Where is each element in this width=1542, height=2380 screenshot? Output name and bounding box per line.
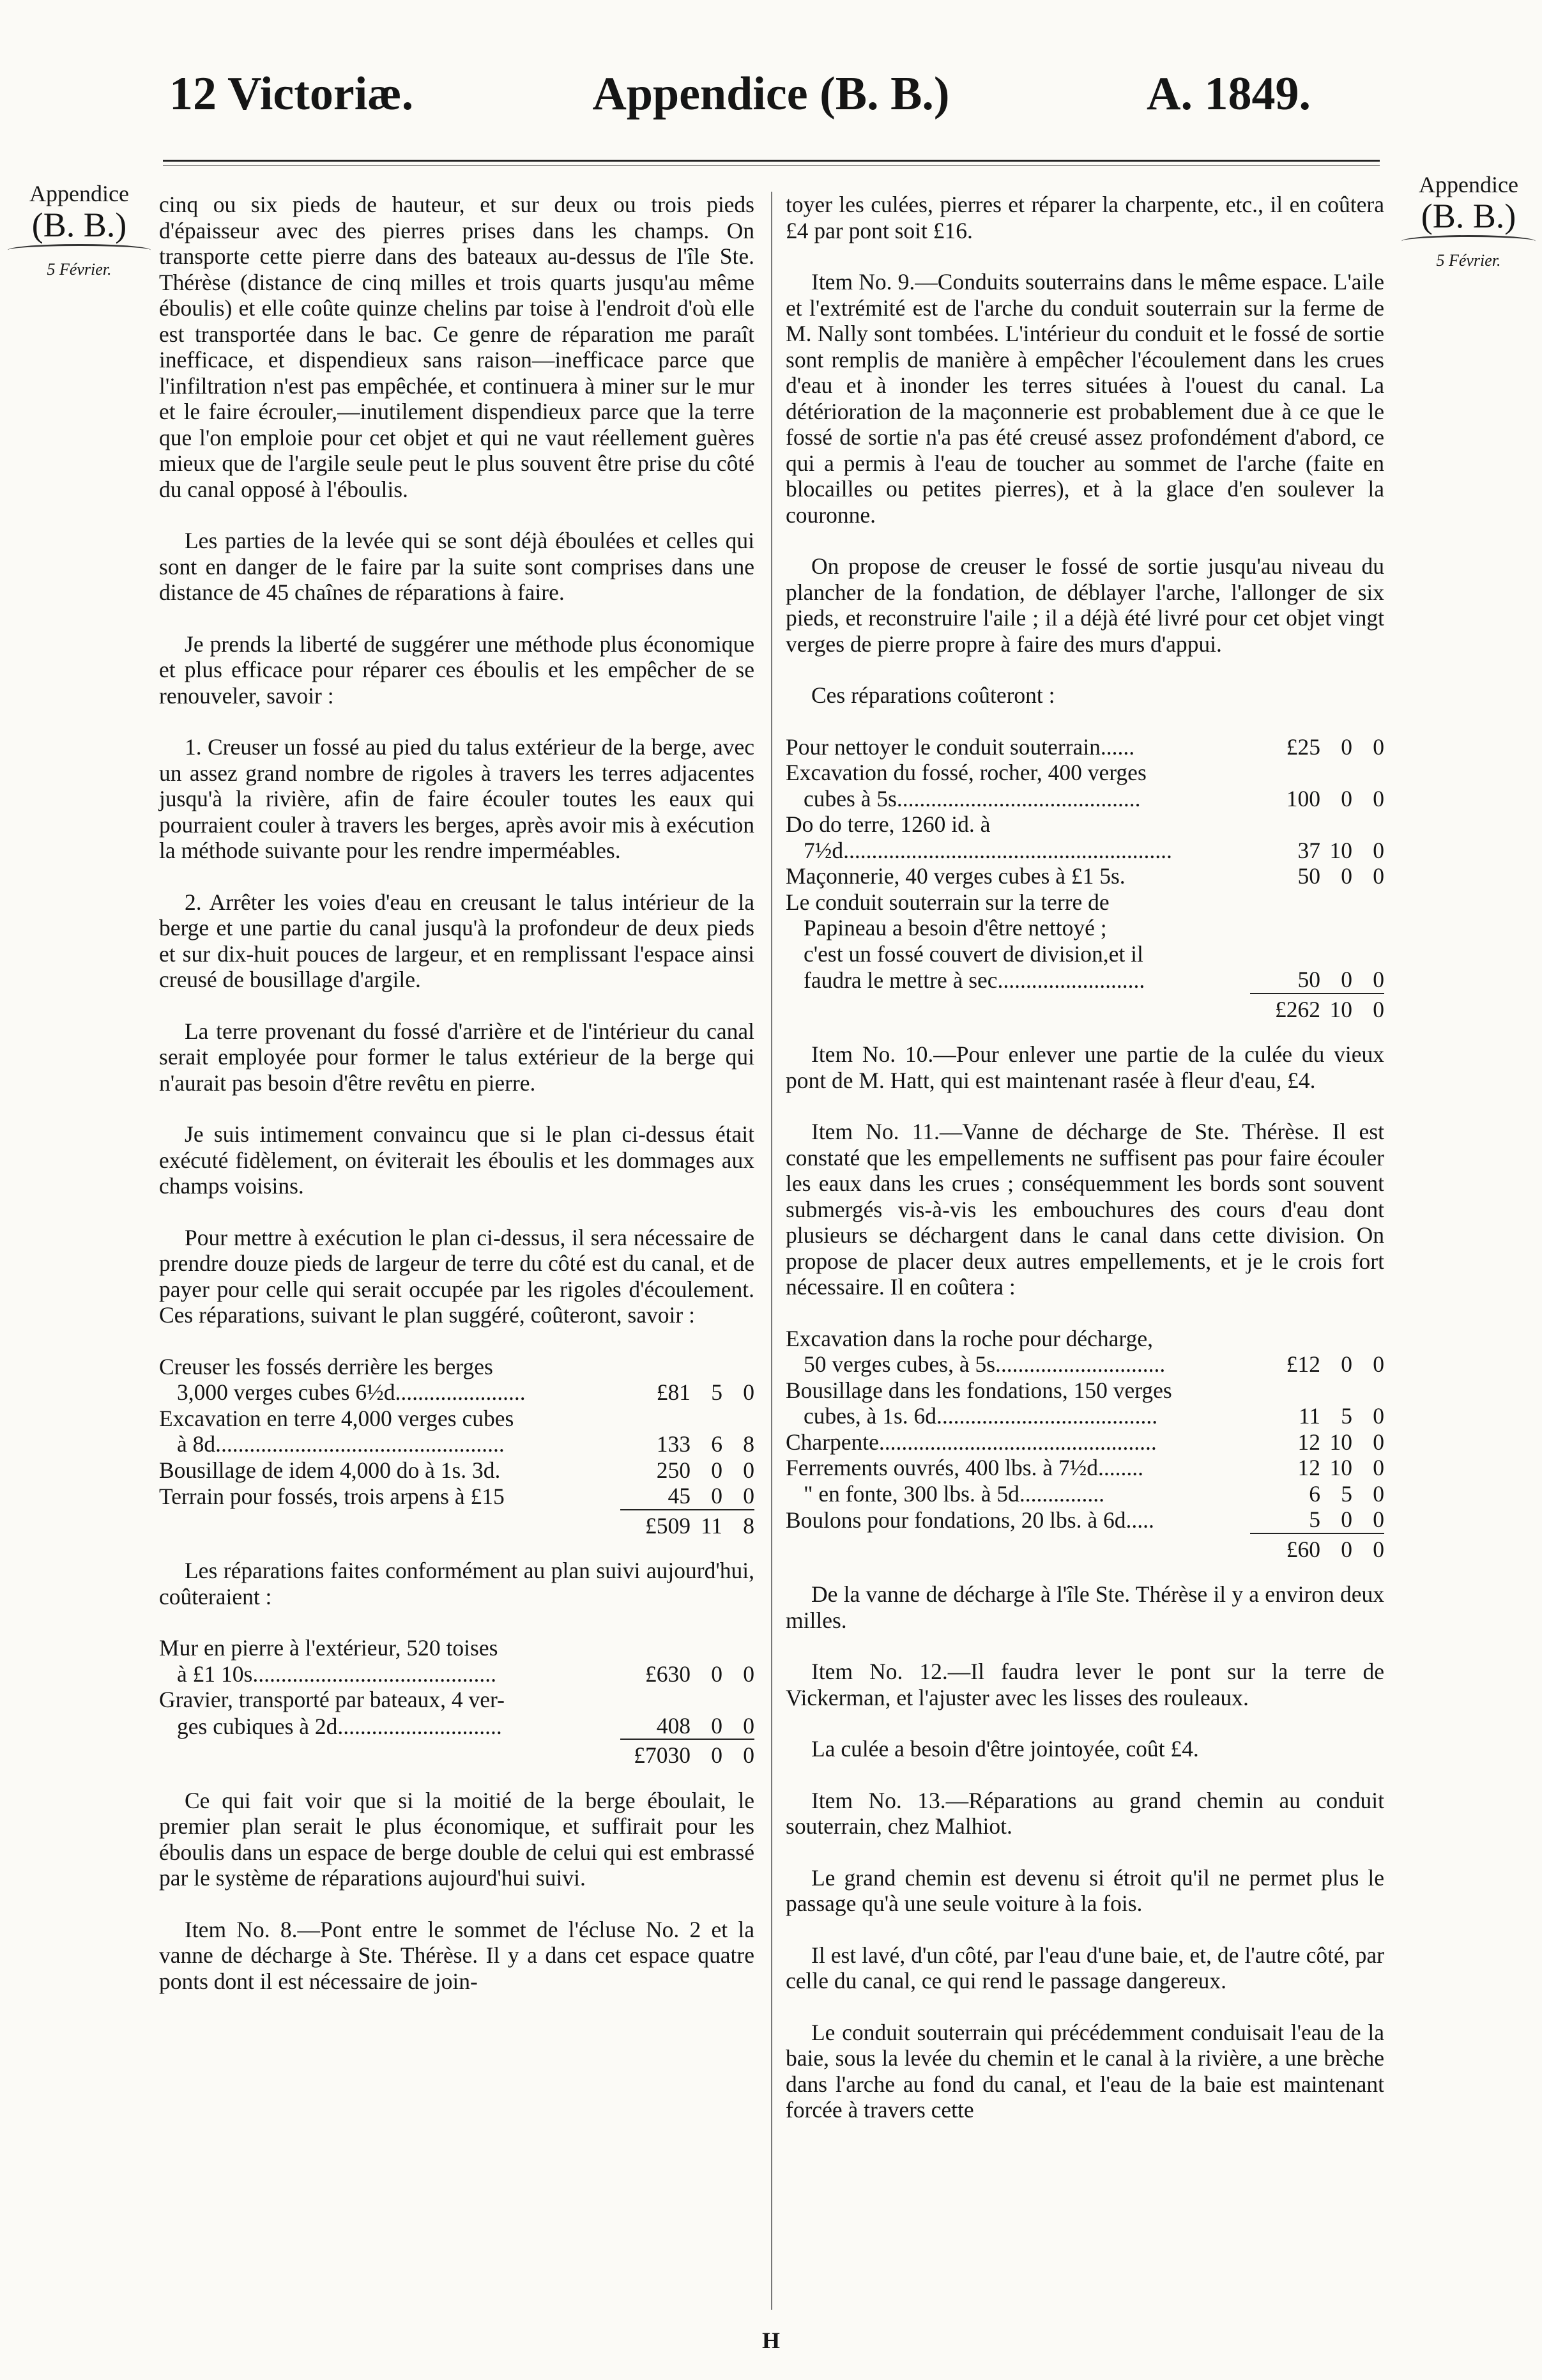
item-description: Maçonnerie, 40 verges cubes à £1 5s.	[786, 863, 1126, 889]
amount-shillings	[1320, 811, 1352, 838]
margin-brace	[8, 244, 151, 256]
amount-pounds: 5	[1309, 1507, 1320, 1532]
item-description: Ferrements ouvrés, 400 lbs. à 7½d........	[786, 1455, 1144, 1480]
amount-pounds: 12	[1297, 1429, 1320, 1455]
table-row	[786, 1455, 1384, 1481]
paragraph: Le conduit souterrain qui précédemment conduisait l'eau de la baie, sous la levée du chemin et le canal à la rivière, a une brèche dans l'arche au fond du canal, et l'eau de la baie est maintenant forcée à travers cette	[786, 2019, 1384, 2123]
amount-pence: 0	[1373, 967, 1384, 992]
table-row	[159, 1713, 754, 1740]
amount-shillings	[1320, 1326, 1352, 1352]
cost-table	[786, 734, 1384, 1023]
item-description: Creuser les fossés derrière les berges	[159, 1353, 493, 1379]
item-description: Le conduit souterrain sur la terre de	[786, 889, 1110, 915]
table-row	[786, 760, 1384, 786]
table-row	[159, 1635, 754, 1661]
total-pence: 0	[1352, 1533, 1384, 1563]
amount-shillings: 10	[1329, 1455, 1352, 1480]
amount-pounds: 133	[656, 1431, 691, 1457]
margin-date: 5 Février.	[1436, 251, 1501, 270]
amount-pence: 0	[1373, 863, 1384, 889]
amount-pounds: 12	[1297, 1455, 1320, 1480]
amount-pence: 0	[1373, 1403, 1384, 1429]
amount-shillings	[1320, 941, 1352, 967]
amount-pounds: 408	[656, 1712, 691, 1739]
cost-table	[786, 1326, 1384, 1563]
amount-pence: 0	[743, 1483, 754, 1509]
amount-shillings: 5	[1341, 1403, 1352, 1429]
paragraph: Item No. 11.—Vanne de décharge de Ste. Thérèse. Il est constaté que les empellements ne suffisent pas pour faire écouler les eaux dans les crues ; conséquemment les bords sont souvent submergés vis-à-vis les embouchures des cours d'eau dont plusieurs se déchargent dans le canal dans cette division. On propose de placer deux autres empellements, et je le crois fort nécessaire. Il en coûtera :	[786, 1119, 1384, 1300]
paragraph: Je prends la liberté de suggérer une méthode plus économique et plus efficace pour réparer ces éboulis et les empêcher de se renouveler, savoir :	[159, 631, 754, 709]
amount-shillings	[1320, 915, 1352, 941]
table-total-row	[159, 1510, 754, 1539]
total-shillings: 11	[691, 1510, 722, 1539]
total-spacer	[786, 994, 1250, 1023]
amount-pounds: £12	[1286, 1351, 1320, 1377]
item-description: Terrain pour fossés, trois arpens à £15	[159, 1484, 505, 1509]
item-description: Excavation du fossé, rocher, 400 verges	[786, 760, 1147, 785]
margin-note-left	[3, 180, 156, 279]
amount-shillings	[1320, 889, 1352, 916]
right-column	[786, 192, 1384, 2149]
item-description: c'est un fossé couvert de division,et il	[804, 940, 1143, 967]
total-spacer	[786, 1533, 1250, 1563]
amount-pence	[722, 1406, 754, 1432]
item-description: Boulons pour fondations, 20 lbs. à 6d.....	[786, 1507, 1154, 1533]
running-header-right: A. 1849.	[1147, 68, 1311, 120]
amount-pounds	[620, 1406, 691, 1432]
item-description: faudra le mettre à sec..........................	[804, 967, 1145, 993]
amount-pounds	[1250, 760, 1320, 786]
amount-shillings: 0	[1341, 967, 1352, 992]
item-description: à £1 10s...........................................	[177, 1661, 496, 1687]
total-shillings: 10	[1320, 994, 1352, 1023]
item-description: 7½d..........................................................	[804, 837, 1172, 863]
item-description: 50 verges cubes, à 5s..............................	[804, 1351, 1166, 1377]
column-divider	[771, 192, 772, 2310]
paragraph: La terre provenant du fossé d'arrière et de l'intérieur du canal serait employée pour former le talus extérieur de la berge qui n'aurait pas besoin d'être revêtu en pierre.	[159, 1018, 754, 1096]
paragraph: Ce qui fait voir que si la moitié de la berge éboulait, le premier plan serait le plus économique, et suffirait pour les éboulis dans un espace de berge double de celui qui est embrassé par le système de réparations aujourd'hui suivi.	[159, 1787, 754, 1891]
paragraph: La culée a besoin d'être jointoyée, coût £4.	[811, 1736, 1199, 1762]
amount-pounds: £630	[645, 1661, 691, 1687]
item-description: Bousillage de idem 4,000 do à 1s. 3d.	[159, 1457, 501, 1483]
table-row	[786, 1351, 1384, 1378]
table-row	[159, 1431, 754, 1457]
amount-pence	[1352, 1378, 1384, 1404]
paragraph: Pour mettre à exécution le plan ci-dessus, il sera nécessaire de prendre douze pieds de largeur de terre du côté est du canal, et de payer pour celle qui serait occupée par les rigoles d'écoulement. Ces réparations, suivant le plan suggéré, coûteront, savoir :	[159, 1224, 754, 1328]
amount-pence: 0	[1373, 1455, 1384, 1480]
table-row	[786, 838, 1384, 864]
amount-shillings: 10	[1329, 1429, 1352, 1455]
table-total-row	[786, 1533, 1384, 1563]
table-row	[786, 941, 1384, 967]
running-header-title: Appendice (B. B.)	[592, 68, 950, 120]
table-row	[786, 915, 1384, 941]
paragraph: Je suis intimement convaincu que si le plan ci-dessus était exécuté fidèlement, on éviterait les éboulis et les dommages aux champs voisins.	[159, 1121, 754, 1199]
table-total-row	[786, 994, 1384, 1023]
amount-shillings: 0	[711, 1661, 722, 1687]
paragraph: Le grand chemin est devenu si étroit qu'il ne permet plus le passage qu'à une seule voiture à la fois.	[786, 1864, 1384, 1916]
amount-shillings: 0	[1341, 733, 1352, 760]
table-row	[786, 889, 1384, 916]
amount-pounds	[1250, 1378, 1320, 1404]
signature-mark: H	[761, 2328, 780, 2353]
amount-pence	[1352, 915, 1384, 941]
item-description: Excavation dans la roche pour décharge,	[786, 1325, 1153, 1351]
amount-pence: 0	[1373, 733, 1384, 760]
total-pence: 0	[1352, 994, 1384, 1023]
paragraph: Ces réparations coûteront :	[811, 682, 1055, 708]
item-description: à 8d...................................................	[177, 1431, 505, 1457]
margin-label: Appendice	[1419, 172, 1518, 197]
amount-pence: 0	[1373, 1351, 1384, 1377]
amount-pence: 0	[1373, 837, 1384, 863]
amount-pounds: 37	[1297, 837, 1320, 863]
paragraph: Item No. 9.—Conduits souterrains dans le même espace. L'aile et l'extrémité est de l'arche du conduit souterrain sur la ferme de M. Nally sont tombées. L'intérieur du conduit et le fossé de sortie sont remplis de manière à empêcher l'écoulement dans les crues d'eau et à inonder les terres situées à l'ouest du canal. La détérioration de la maçonnerie est probablement due à ce que le fossé de sortie n'a pas été creusé assez profondément d'abord, ce qui a permis à l'eau de toucher au sommet de l'arche (faite en blocailles ou petites pierres), et à la glace d'en soulever la couronne.	[786, 269, 1384, 528]
total-pounds: £60	[1250, 1533, 1320, 1563]
amount-shillings: 0	[1341, 1507, 1352, 1532]
amount-pounds	[1250, 811, 1320, 838]
item-description: Do do terre, 1260 id. à	[786, 811, 991, 837]
table-row	[159, 1354, 754, 1380]
amount-pence: 0	[1373, 1429, 1384, 1455]
total-pounds: £7030	[620, 1739, 691, 1769]
item-description: Bousillage dans les fondations, 150 verges	[786, 1377, 1172, 1403]
amount-shillings: 10	[1329, 837, 1352, 863]
amount-pounds	[1250, 889, 1320, 916]
left-column	[159, 192, 754, 2020]
amount-shillings: 5	[1341, 1480, 1352, 1507]
table-row	[159, 1661, 754, 1687]
amount-shillings: 6	[711, 1431, 722, 1457]
item-description: ges cubiques à 2d.............................	[177, 1713, 502, 1739]
total-pounds: £262	[1250, 994, 1320, 1023]
total-shillings: 0	[1320, 1533, 1352, 1563]
table-row	[786, 1507, 1384, 1533]
amount-pounds: £25	[1286, 733, 1320, 760]
paragraph: Item No. 8.—Pont entre le sommet de l'écluse No. 2 et la vanne de décharge à Ste. Thérèse. Il y a dans cet espace quatre ponts dont il est nécessaire de join-	[159, 1916, 754, 1994]
amount-shillings	[691, 1354, 722, 1380]
total-pence: 8	[722, 1510, 754, 1539]
item-description: 3,000 verges cubes 6½d.......................	[177, 1379, 526, 1405]
item-description: Charpente.................................................	[786, 1429, 1157, 1455]
item-description: cubes, à 1s. 6d.......................................	[804, 1403, 1158, 1429]
table-row	[786, 811, 1384, 838]
table-row	[786, 1326, 1384, 1352]
paragraph: Il est lavé, d'un côté, par l'eau d'une baie, et, de l'autre côté, par celle du canal, ce qui rend le passage dangereux.	[786, 1942, 1384, 1993]
amount-pence: 0	[743, 1661, 754, 1687]
paragraph: cinq ou six pieds de hauteur, et sur deux ou trois pieds d'épaisseur avec des pierres prises dans les champs. On transporte cette pierre dans des bateaux au-dessus de l'île Ste. Thérèse (distance de cinq milles et trois quarts jusqu'au même éboulis) et elle coûte quinze chelins par toise à l'endroit d'où elle est transportée dans le bac. Ce genre de réparation me paraît inefficace, et dispendieux sans raison—inefficace parce que l'infiltration n'est pas empêchée, et continuera à miner sur le mur et le faire écrouler,—inutilement dispendieux parce que la terre que l'on emploie pour cet objet et qui ne vaut réellement guères mieux que de l'argile seule peut le plus souvent être prise du côté du canal opposé à l'éboulis.	[159, 192, 754, 502]
amount-pence	[1352, 1326, 1384, 1352]
item-description: Papineau a besoin d'être nettoyé ;	[804, 915, 1107, 940]
amount-pounds	[620, 1354, 691, 1380]
amount-pence	[722, 1635, 754, 1661]
total-pounds: £509	[620, 1510, 691, 1539]
amount-pence	[1352, 941, 1384, 967]
amount-pence: 0	[743, 1457, 754, 1483]
item-description: Mur en pierre à l'extérieur, 520 toises	[159, 1635, 498, 1661]
amount-pounds: 50	[1297, 863, 1320, 889]
amount-shillings: 0	[711, 1457, 722, 1483]
amount-pounds: 100	[1286, 785, 1320, 811]
total-spacer	[159, 1739, 620, 1769]
table-row	[786, 1403, 1384, 1429]
item-description: " en fonte, 300 lbs. à 5d...............	[804, 1480, 1104, 1507]
amount-pence	[1352, 889, 1384, 916]
amount-pounds	[1250, 915, 1320, 941]
table-row	[786, 1429, 1384, 1455]
amount-pence: 0	[1373, 1507, 1384, 1532]
amount-shillings	[1320, 760, 1352, 786]
margin-note-right	[1396, 171, 1541, 270]
amount-pence: 0	[1373, 785, 1384, 811]
margin-date: 5 Février.	[47, 260, 112, 279]
amount-shillings: 0	[1341, 863, 1352, 889]
amount-shillings	[691, 1406, 722, 1432]
amount-shillings	[1320, 1378, 1352, 1404]
amount-pence: 8	[743, 1431, 754, 1457]
amount-shillings: 0	[1341, 785, 1352, 811]
amount-shillings	[691, 1635, 722, 1661]
table-row	[786, 1378, 1384, 1404]
table-row	[786, 967, 1384, 994]
amount-pounds: 11	[1298, 1403, 1320, 1429]
amount-pounds: 45	[668, 1483, 691, 1509]
item-description: Pour nettoyer le conduit souterrain......	[786, 733, 1135, 760]
paragraph: Item No. 13.—Réparations au grand chemin au conduit souterrain, chez Malhiot.	[786, 1787, 1384, 1839]
amount-pence	[1352, 760, 1384, 786]
total-spacer	[159, 1510, 620, 1539]
table-row	[786, 1481, 1384, 1507]
amount-shillings: 0	[1341, 1351, 1352, 1377]
amount-pence: 0	[743, 1379, 754, 1405]
amount-pence: 0	[1373, 1480, 1384, 1507]
table-row	[786, 786, 1384, 812]
table-row	[159, 1457, 754, 1484]
running-header-left: 12 Victoriæ.	[169, 68, 414, 120]
total-pence: 0	[722, 1739, 754, 1769]
paragraph: On propose de creuser le fossé de sortie jusqu'au niveau du plancher de la fondation, de déblayer l'arche, l'allonger de six pieds, et reconstruire l'aile ; il a déjà été livré pour cet objet vingt verges de pierre propre à faire des murs d'appui.	[786, 553, 1384, 657]
amount-pounds	[1250, 1326, 1320, 1352]
table-row	[159, 1483, 754, 1510]
amount-pence: 0	[743, 1712, 754, 1739]
amount-pence	[722, 1687, 754, 1713]
item-description: cubes à 5s...........................................	[804, 785, 1141, 811]
cost-table	[159, 1635, 754, 1769]
paragraph: Les réparations faites conformément au plan suivi aujourd'hui, coûteraient :	[159, 1558, 754, 1609]
paragraph: De la vanne de décharge à l'île Ste. Thérèse il y a environ deux milles.	[786, 1581, 1384, 1633]
margin-appendix-ref: (B. B.)	[31, 206, 127, 244]
amount-pounds: 50	[1297, 967, 1320, 992]
header-rule	[163, 160, 1380, 162]
table-row	[159, 1379, 754, 1406]
paragraph: Item No. 12.—Il faudra lever le pont sur la terre de Vickerman, et l'ajuster avec les lisses des rouleaux.	[786, 1659, 1384, 1710]
item-description: Gravier, transporté par bateaux, 4 ver-	[159, 1687, 505, 1712]
table-total-row	[159, 1739, 754, 1769]
amount-shillings: 0	[711, 1483, 722, 1509]
paragraph: 2. Arrêter les voies d'eau en creusant le talus intérieur de la berge et une partie du canal jusqu'à la profondeur de deux pieds et sur dix-huit pouces de largeur, et en remplissant l'espace ainsi creusé de bousillage d'argile.	[159, 889, 754, 992]
amount-pounds	[620, 1687, 691, 1713]
cost-table	[159, 1354, 754, 1539]
table-row	[159, 1406, 754, 1432]
amount-pounds	[1250, 941, 1320, 967]
margin-brace	[1401, 235, 1536, 247]
paragraph: 1. Creuser un fossé au pied du talus extérieur de la berge, avec un assez grand nombre de rigoles à travers les terres adjacentes jusqu'à la rivière, afin de faire écouler toutes les eaux qui pourraient couler à travers les berges, après avoir mis à exécution la méthode suivante pour les rendre imperméables.	[159, 734, 754, 863]
amount-shillings	[691, 1687, 722, 1713]
table-row	[786, 863, 1384, 889]
margin-label: Appendice	[29, 181, 129, 206]
table-row	[159, 1687, 754, 1713]
total-shillings: 0	[691, 1739, 722, 1769]
amount-pounds: 250	[656, 1457, 691, 1483]
amount-pence	[722, 1354, 754, 1380]
amount-pence	[1352, 811, 1384, 838]
margin-appendix-ref: (B. B.)	[1421, 197, 1516, 235]
amount-pounds: 6	[1309, 1480, 1320, 1507]
amount-shillings: 5	[711, 1379, 722, 1405]
paragraph: Les parties de la levée qui se sont déjà éboulées et celles qui sont en danger de le faire par la suite sont comprises dans une distance de 45 chaînes de réparations à faire.	[159, 528, 754, 605]
paragraph: toyer les culées, pierres et réparer la charpente, etc., il en coûtera £4 par pont soit £16.	[786, 192, 1384, 243]
table-row	[786, 734, 1384, 760]
paragraph: Item No. 10.—Pour enlever une partie de la culée du vieux pont de M. Hatt, qui est maintenant rasée à fleur d'eau, £4.	[786, 1041, 1384, 1093]
amount-shillings: 0	[711, 1712, 722, 1739]
item-description: Excavation en terre 4,000 verges cubes	[159, 1405, 514, 1431]
amount-pounds	[620, 1635, 691, 1661]
amount-pounds: £81	[656, 1379, 691, 1405]
